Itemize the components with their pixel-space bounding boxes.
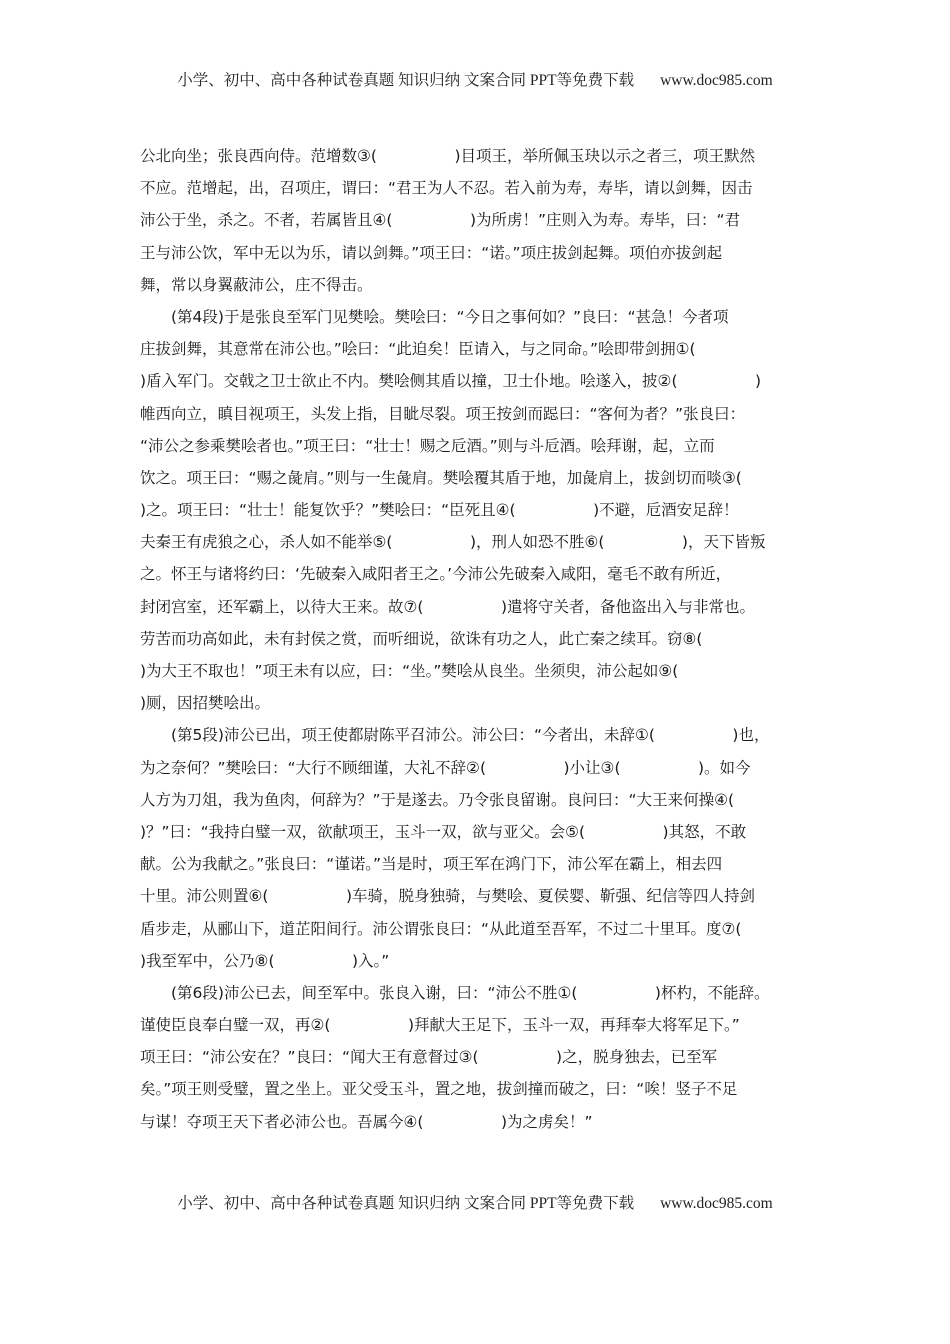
header-text: 小学、初中、高中各种试卷真题 知识归纳 文案合同 PPT等免费下载 <box>177 72 635 89</box>
text-line: 帷西向立，瞋目视项王，头发上指，目眦尽裂。项王按剑而跽曰：“客何为者？”张良曰： <box>140 404 746 423</box>
text-line: )盾入军门。交戟之卫士欲止不内。樊哙侧其盾以撞，卫士仆地。哙遂入，披②( ) <box>140 372 762 391</box>
text-line: 矣。”项王则受璧，置之坐上。亚父受玉斗，置之地，拔剑撞而破之，曰：“唉！竖子不足 <box>140 1080 738 1099</box>
paragraph-4-start: (第4段)于是张良至军门见樊哙。樊哙曰：“今日之事何如？”良曰：“甚急！今者项 <box>171 307 729 326</box>
text-line: 与谋！夺项王天下者必沛公也。吾属今④( )为之虏矣！” <box>140 1112 593 1131</box>
text-line: 王与沛公饮，军中无以为乐，请以剑舞。”项王曰：“诺。”项庄拔剑起舞。项伯亦拔剑起 <box>140 243 723 262</box>
text-line: 不应。范增起，出，召项庄，谓曰：“君王为人不忍。若入前为寿，寿毕，请以剑舞，因击 <box>140 179 753 198</box>
text-line: 饮之。项王曰：“赐之彘肩。”则与一生彘肩。樊哙覆其盾于地，加彘肩上，拔剑切而啖③( <box>140 468 742 487</box>
text-line: 庄拔剑舞，其意常在沛公也。”哙曰：“此迫矣！臣请入，与之同命。”哙即带剑拥①( <box>140 340 696 359</box>
passage-text <box>140 140 814 1138</box>
footer-text: 小学、初中、高中各种试卷真题 知识归纳 文案合同 PPT等免费下载 <box>177 1195 635 1212</box>
text-line: 劳苦而功高如此，未有封侯之赏，而听细说，欲诛有功之人，此亡秦之续耳。窃⑧( <box>140 629 703 648</box>
text-line: 为之奈何？”樊哙曰：“大行不顾细谨，大礼不辞②( )小让③( )。如今 <box>140 758 751 777</box>
header-url[interactable]: www.doc985.com <box>660 72 773 89</box>
text-line: 封闭宫室，还军霸上，以待大王来。故⑦( )遣将守关者，备他盗出入与非常也。 <box>140 597 755 616</box>
text-line: )之。项王曰：“壮士！能复饮乎？”樊哙曰：“臣死且④( )不避，卮酒安足辞！ <box>140 501 739 520</box>
text-line: 舞，常以身翼蔽沛公，庄不得击。 <box>140 275 373 294</box>
footer-url[interactable]: www.doc985.com <box>660 1195 773 1212</box>
paragraph-6-start: (第6段)沛公已去，间至军中。张良入谢，曰：“沛公不胜①( )杯杓，不能辞。 <box>171 983 770 1002</box>
text-line: )厕，因招樊哙出。 <box>140 694 271 713</box>
paragraph-5-start: (第5段)沛公已出，项王使都尉陈平召沛公。沛公曰：“今者出，未辞①( )也， <box>171 726 770 745</box>
text-line: 沛公于坐，杀之。不者，若属皆且④( )为所虏！”庄则入为寿。寿毕，曰：“君 <box>140 211 741 230</box>
text-line: 夫秦王有虎狼之心，杀人如不能举⑤( )，刑人如恐不胜⑥( )，天下皆叛 <box>140 533 766 552</box>
page-header <box>0 68 950 90</box>
text-line: 献。公为我献之。”张良曰：“谨诺。”当是时，项王军在鸿门下，沛公军在霸上，相去四 <box>140 855 723 874</box>
text-line: )我至军中，公乃⑧( )入。” <box>140 951 390 970</box>
text-line: 谨使臣良奉白璧一双，再②( )拜献大王足下，玉斗一双，再拜奉大将军足下。” <box>140 1016 740 1035</box>
text-line: 之。怀王与诸将约曰：‘先破秦入咸阳者王之。’今沛公先破秦入咸阳，毫毛不敢有所近， <box>140 565 732 584</box>
text-line: 公北向坐；张良西向侍。范增数③( )目项王，举所佩玉玦以示之者三，项王默然 <box>140 147 755 165</box>
text-line: )为大王不取也！”项王未有以应，曰：“坐。”樊哙从良坐。坐须臾，沛公起如⑨( <box>140 662 679 680</box>
text-line: 人方为刀俎，我为鱼肉，何辞为？”于是遂去。乃令张良留谢。良问曰：“大王来何操④( <box>140 790 735 809</box>
text-line: 十里。沛公则置⑥( )车骑，脱身独骑，与樊哙、夏侯婴、靳强、纪信等四人持剑 <box>140 887 755 906</box>
text-line: 项王曰：“沛公安在？”良曰：“闻大王有意督过③( )之，脱身独去，已至军 <box>140 1048 718 1067</box>
text-line: )？”曰：“我持白璧一双，欲献项王，玉斗一双，欲与亚父。会⑤( )其怒，不敢 <box>140 822 747 841</box>
text-line: “沛公之参乘樊哙者也。”项王曰：“壮士！赐之卮酒。”则与斗卮酒。哙拜谢，起，立而 <box>140 436 715 455</box>
text-line: 盾步走，从郦山下，道芷阳间行。沛公谓张良曰：“从此道至吾军，不过二十里耳。度⑦( <box>140 919 742 938</box>
page-footer <box>0 1191 950 1213</box>
